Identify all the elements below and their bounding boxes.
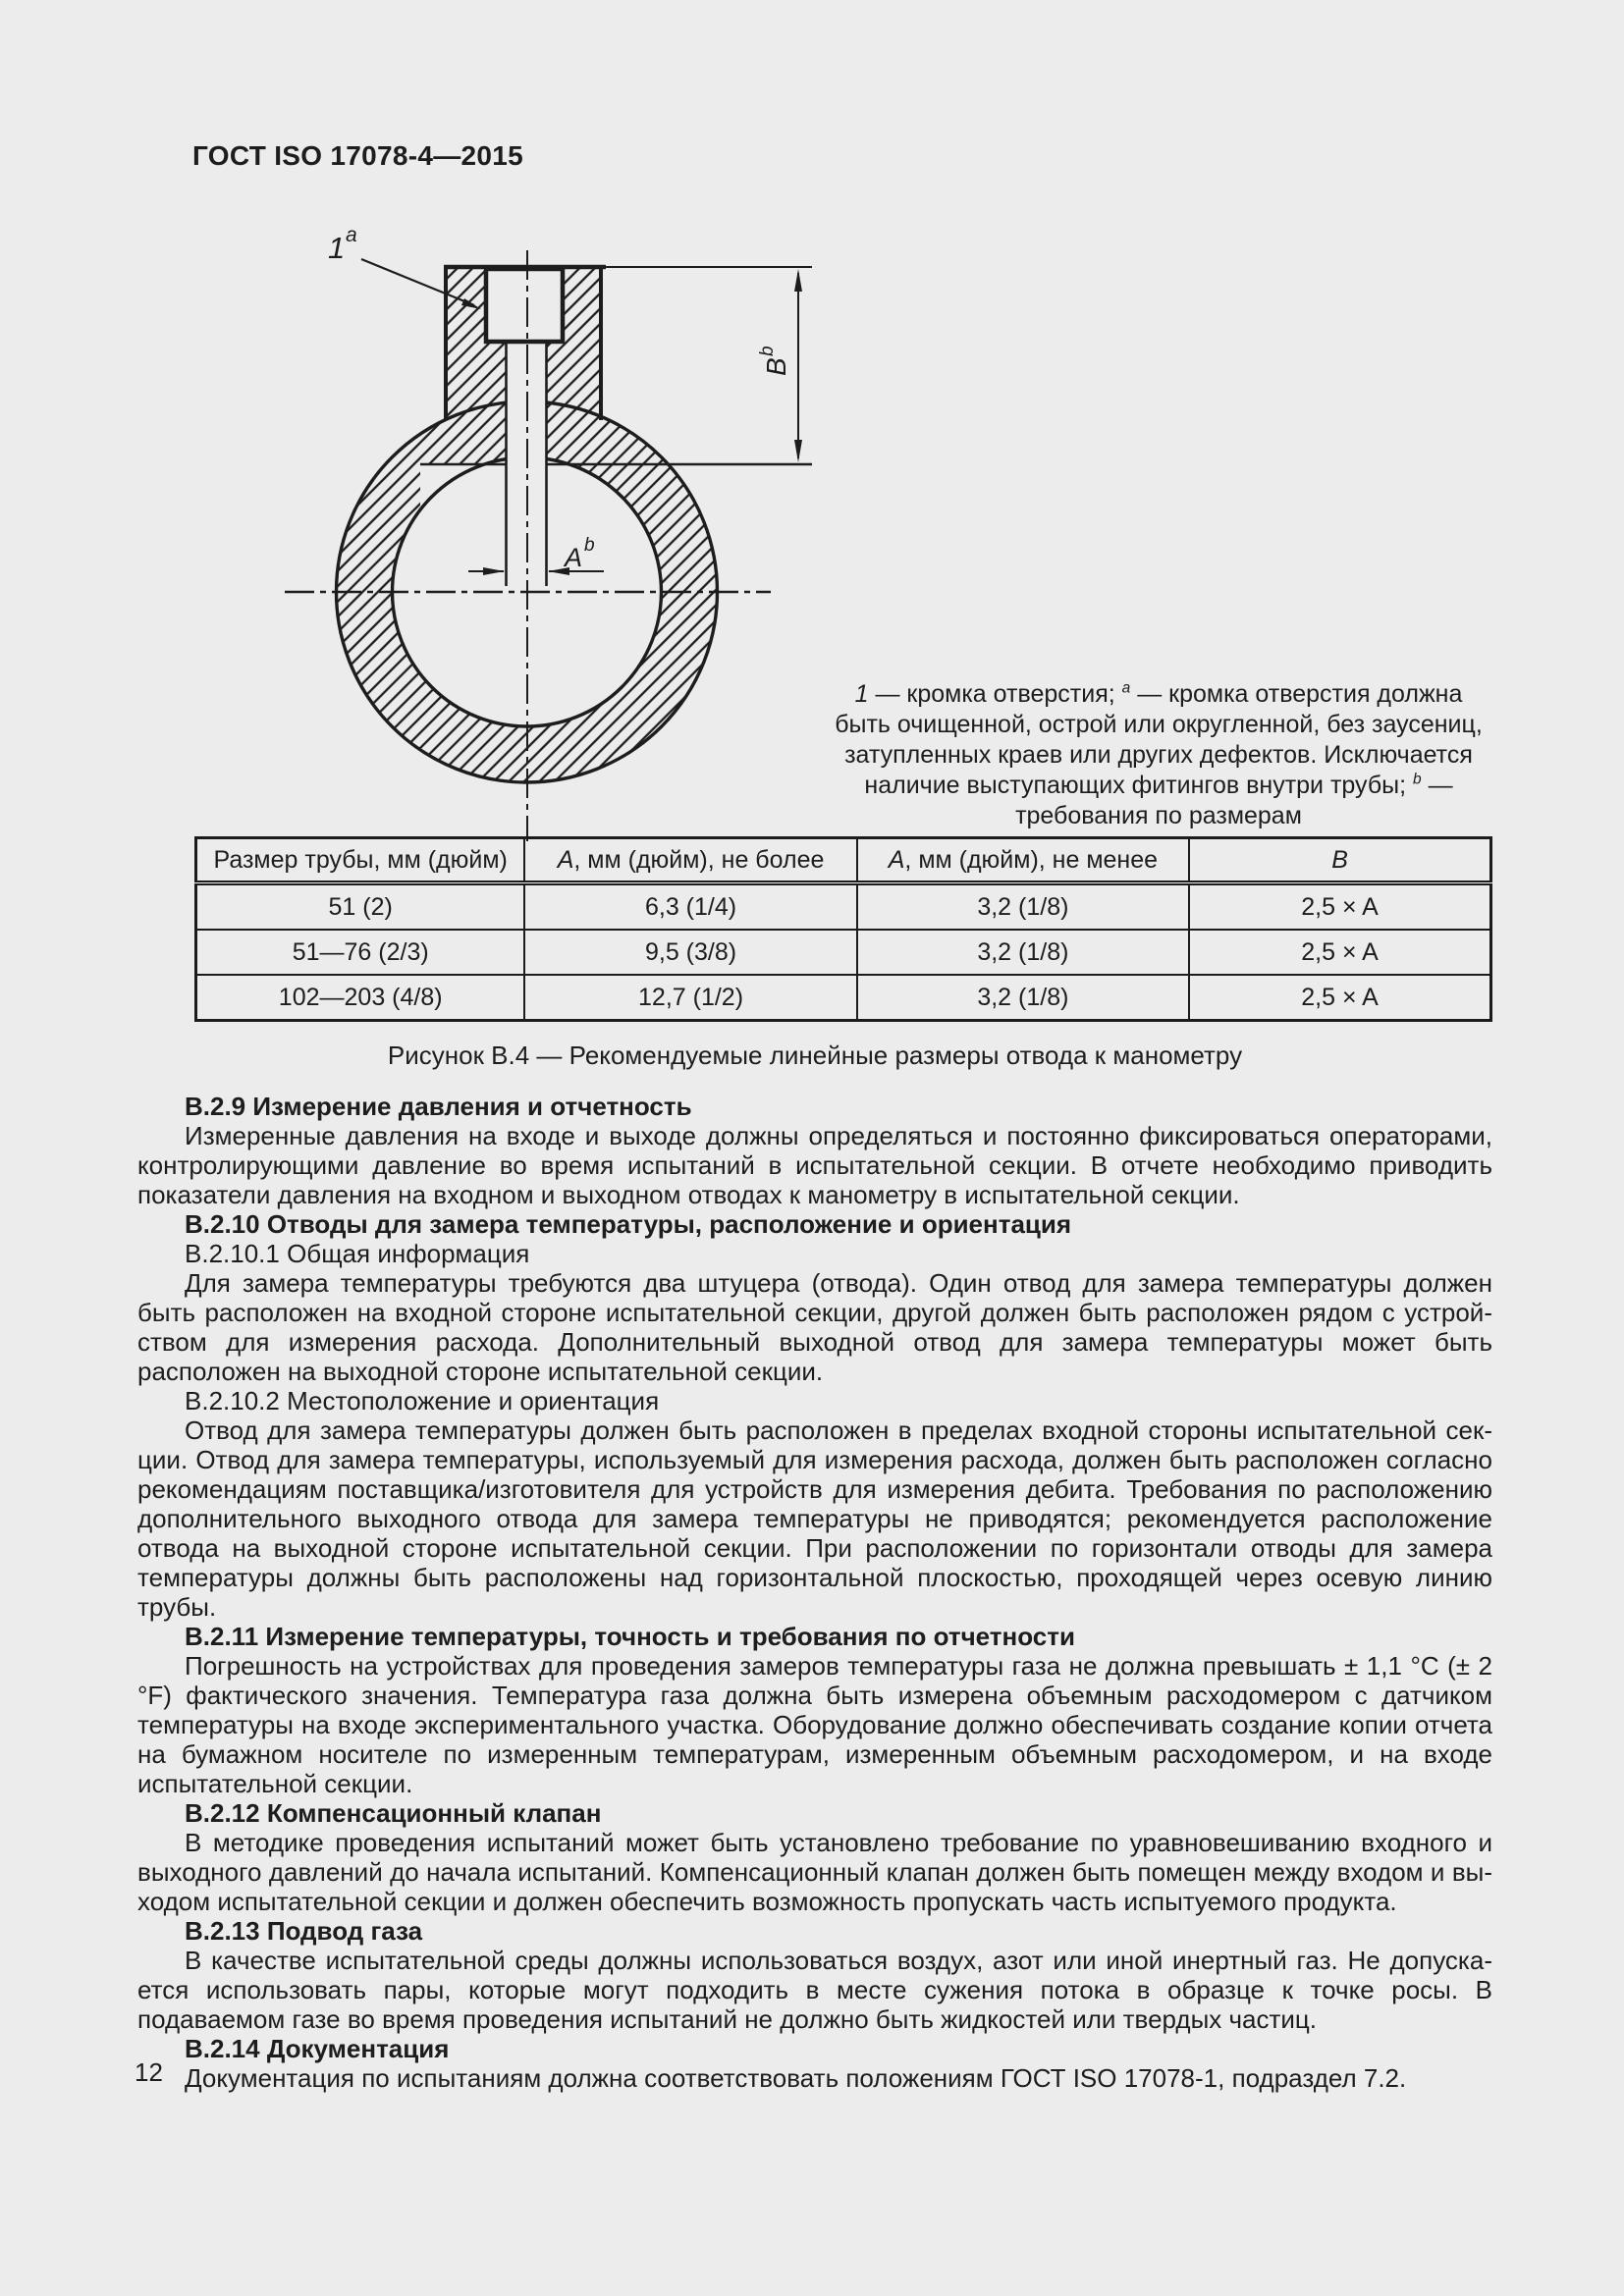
body-sections	[137, 1092, 1492, 2093]
section-heading: В.2.9 Измерение давления и отчетность	[185, 1092, 692, 1121]
table-cell: 102—203 (4/8)	[196, 975, 525, 1021]
table-cell: 2,5 × A	[1189, 975, 1490, 1021]
table-cell: 9,5 (3/8)	[524, 930, 856, 975]
section-paragraph: Отвод для замера температуры должен быть расположен в пределах входной стороны испытательной секции. Отвод для замера температуры, используемый для измерения расхода, должен быть расположен согласно рекомендациям поставщика/изготовителя для устройств для измерения дебита. Требования по расположению дополнительного выходного отвода для замера температуры не приводятся; рекомендуется расположение отвода на выходной стороне испытательной секции. При расположении по горизонтали отводы для замера температуры должны быть расположены над горизонтальной плоскостью, проходящей через осевую линию трубы.	[137, 1415, 1492, 1622]
b-dim-label: B	[761, 357, 791, 376]
table-body	[196, 883, 1491, 1021]
table-row	[196, 930, 1491, 975]
table-cell: 3,2 (1/8)	[857, 930, 1189, 975]
section-paragraph: В качестве испытательной среды должны использоваться воздух, азот или иной инертный газ. Не допускается использовать пары, которые могут подходить в месте сужения потока в образце к точке росы. В подаваемом газе во время проведения испытаний не должно быть жидкостей или твердых частиц.	[137, 1946, 1492, 2034]
table-header-row	[196, 838, 1491, 883]
table-cell: 2,5 × A	[1189, 930, 1490, 975]
table-cell: 3,2 (1/8)	[857, 975, 1189, 1021]
callout-label-sup: a	[346, 226, 357, 246]
table-cell: 12,7 (1/2)	[524, 975, 856, 1021]
a-dim-label-sup: b	[584, 535, 595, 556]
dimensions-table	[194, 836, 1492, 1022]
table-row	[196, 883, 1491, 931]
section-paragraph: Документация по испытаниям должна соответствовать положениям ГОСТ ISO 17078-1, подраздел 7.2.	[185, 2063, 1407, 2093]
table-cell: 6,3 (1/4)	[524, 883, 856, 931]
figure-legend: 1 — кромка отверстия; $^a$ — кромка отверстия должна быть очищенной, острой или округленной, без заусениц, затупленных краев или других дефектов. Исключается наличие выступающих фитингов внутри трубы; $^b$ — требования по размерам	[835, 679, 1483, 829]
b-arrow-down	[794, 440, 802, 462]
section-paragraph: Погрешность на устройствах для проведения замеров температуры газа не должна превышать ± 1,1 °С (± 2 °F) фактического значения. Температура газа должна быть измерена объемным расходомером с датчиком температуры на входе экспериментального участка. Оборудование должно обеспечивать создание копии отчета на бумажном носителе по измеренным температурам, измеренным объемным расходомером, и на входе испытательной секции.	[137, 1651, 1492, 1798]
b-dim-label-sup: b	[757, 346, 778, 356]
table-cell: 3,2 (1/8)	[857, 883, 1189, 931]
section-paragraph: В методике проведения испытаний может быть установлено требование по уравновешиванию входного и выходного давлений до начала испытаний. Компенсационный клапан должен быть помещен между входом и выходом испытательной секции и должен обеспечить возможность пропускать часть испытуемого продукта.	[137, 1828, 1492, 1916]
col-header-b: B	[1189, 838, 1490, 883]
col-header-a-min: A, мм (дюйм), не менее	[857, 838, 1189, 883]
col-header-a-max: A, мм (дюйм), не более	[524, 838, 856, 883]
b-arrow-up	[794, 269, 802, 292]
col-header-pipe-size: Размер трубы, мм (дюйм)	[196, 838, 525, 883]
callout-label: 1	[328, 231, 346, 265]
section-paragraph: Для замера температуры требуются два штуцера (отвода). Один отвод для замера температуры должен быть расположен на входной стороне испытательной секции, другой должен быть расположен рядом с устройством для измерения расхода. Дополнительный выходной отвод для замера температуры может быть расположен на выходной стороне испытательной секции.	[137, 1268, 1492, 1386]
figure-drawing	[245, 226, 835, 859]
table-cell: 2,5 × A	[1189, 883, 1490, 931]
section-heading: В.2.11 Измерение температуры, точность и требования по отчетности	[185, 1622, 1075, 1651]
section-heading: В.2.12 Компенсационный клапан	[185, 1798, 602, 1828]
section-heading: В.2.14 Документация	[185, 2034, 450, 2063]
page-number: 12	[135, 2057, 163, 2087]
table-cell: 51—76 (2/3)	[196, 930, 525, 975]
section-heading: В.2.10.1 Общая информация	[185, 1239, 530, 1268]
a-dim-label: A	[565, 543, 583, 572]
table-row	[196, 975, 1491, 1021]
figure-caption: Рисунок В.4 — Рекомендуемые линейные размеры отвода к манометру	[387, 1041, 1243, 1070]
counterbore	[486, 269, 563, 342]
section-heading: В.2.13 Подвод газа	[185, 1916, 423, 1946]
section-heading: В.2.10.2 Местоположение и ориентация	[185, 1386, 660, 1415]
section-paragraph: Измеренные давления на входе и выходе должны определяться и постоянно фиксироваться операторами, контролирующими давление во время испытаний в испытательной секции. В отчете необходимо приводить показатели давления на входном и выходном отводах к манометру в испытательной секции.	[137, 1121, 1492, 1209]
page-header: ГОСТ ISO 17078-4—2015	[192, 140, 524, 171]
section-heading: В.2.10 Отводы для замера температуры, расположение и ориентация	[185, 1209, 1072, 1239]
table-cell: 51 (2)	[196, 883, 525, 931]
